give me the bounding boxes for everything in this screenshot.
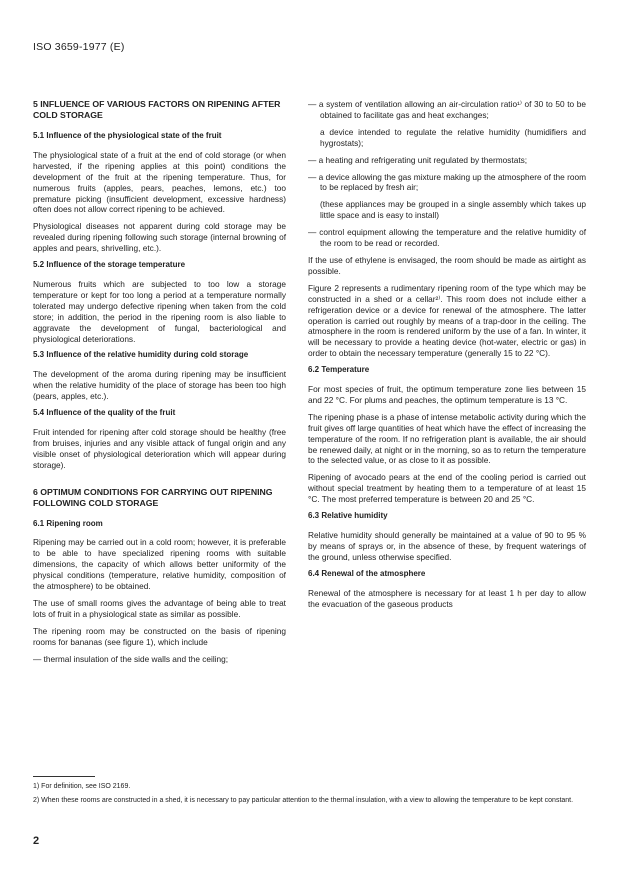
section-6-2-title: 6.2 Temperature bbox=[308, 365, 370, 375]
list-item-humidity-device: a device intended to regulate the relative humidity (humidifiers and hygrostats); bbox=[320, 126, 586, 148]
section-5-3-paragraph: The development of the aroma during ripening may be insufficient when the relative humidity of the place of storage has been too high (pears, apples, etc.). bbox=[33, 369, 286, 402]
list-item-heating-unit: — a heating and refrigerating unit regulated by thermostats; bbox=[308, 154, 528, 165]
list-item-air-replacement: — a device allowing the gas mixture making up the atmosphere of the room to be replaced by fresh air; bbox=[308, 171, 586, 193]
section-6-1-paragraph-3: The ripening room may be constructed on the basis of ripening rooms for bananas (see figure 1), which include bbox=[33, 625, 286, 647]
section-6-3-paragraph: Relative humidity should generally be maintained at a value of 90 to 95 % by means of sprays or, in the absence of these, by frequent waterings of the ground, unless otherwise specified. bbox=[308, 530, 586, 562]
section-5-2-paragraph: Numerous fruits which are subjected to too low a storage temperature or kept for too long a period at a temperature normally tolerated may undergo defective ripening when taken from the cold store; in addition, the period in the ripening room is also liable to aggravate the development of fungal, bacteriological and physiological deteriorations. bbox=[33, 278, 286, 344]
section-5-3-title: 5.3 Influence of the relative humidity during cold storage bbox=[33, 350, 249, 360]
ethylene-paragraph: If the use of ethylene is envisaged, the room should be made as airtight as possible. bbox=[308, 254, 586, 276]
figure-2-paragraph: Figure 2 represents a rudimentary ripening room of the type which may be constructed in a shed or a cellar²⁾. This room does not include either a refrigeration device or a device for renewal of the atmosphere. The latter operation is carried out roughly by means of a trap-door in the ceiling. The atmosphere in the room is rendered uniform by the use of a fan. In winter, it will be necessary to provide a heating device (hot-water, electric or gas) in order to obtain the necessary temperature (generally 15 to 22 °C). bbox=[308, 282, 586, 359]
left-column bbox=[33, 99, 286, 671]
section-6-1-paragraph-2: The use of small rooms gives the advantage of being able to treat lots of fruit in a physiological state as similar as possible. bbox=[33, 598, 286, 619]
footnote-rule bbox=[33, 776, 95, 777]
section-5-1-paragraph-1: The physiological state of a fruit at the end of cold storage (or when harvested, if the ripening applies at this point) conditions the development of the fruit at the ripening temperature. Thus, for numerous fruits (apples, pears, peaches, lemons, etc.) too premature picking (insufficient development, excessive hardness) often does not allow correct ripening to be achieved. bbox=[33, 149, 286, 215]
section-6-4-title: 6.4 Renewal of the atmosphere bbox=[308, 568, 426, 578]
section-6-4-paragraph: Renewal of the atmosphere is necessary for at least 1 h per day to allow the evacuation of the gaseous products bbox=[308, 587, 586, 609]
section-6-2-paragraph-2: The ripening phase is a phase of intense metabolic activity during which the fruit gives off large quantities of heat which have the effect of increasing the temperature of the room. If no refrigeration plant is available, the air should be renewed daily, at night or in the morning, so as to return the temperature to the selected value, or as close to it as possible. bbox=[308, 411, 586, 466]
footnote-2: 2) When these rooms are constructed in a shed, it is necessary to pay particular attention to the thermal insulation, with a view to allowing the temperature to be kept constant. bbox=[33, 797, 574, 804]
list-note-appliances: (these appliances may be grouped in a single assembly which takes up little space and is easy to install) bbox=[320, 199, 586, 221]
document-header: ISO 3659-1977 (E) bbox=[33, 41, 125, 53]
section-5-2-title: 5.2 Influence of the storage temperature bbox=[33, 260, 186, 270]
section-6-2-paragraph-3: Ripening of avocado pears at the end of the cooling period is carried out without special treatment by heating them to a temperature of at least 15 °C. The most preferred temperature is between 20 and 25 °C. bbox=[308, 472, 586, 505]
section-5-1-title: 5.1 Influence of the physiological state of the fruit bbox=[33, 131, 222, 140]
right-column bbox=[308, 99, 586, 615]
footnote-1: 1) For definition, see ISO 2169. bbox=[33, 783, 131, 790]
list-item-ventilation: — a system of ventilation allowing an air-circulation ratio¹⁾ of 30 to 50 to be obtained to facilitate gas and heat exchanges; bbox=[308, 99, 586, 120]
section-6-1-paragraph-1: Ripening may be carried out in a cold room; however, it is preferable to be able to have specialized ripening rooms with suitable dimensions, the capacity of which allows better uniformity of the physical conditions (temperature, relative humidity, composition of the atmosphere) to be obtained. bbox=[33, 537, 286, 592]
section-6-1-title: 6.1 Ripening room bbox=[33, 518, 103, 528]
section-5-title: 5 INFLUENCE OF VARIOUS FACTORS ON RIPENING AFTER COLD STORAGE bbox=[33, 99, 281, 120]
page-number: 2 bbox=[33, 835, 40, 847]
section-5-4-paragraph: Fruit intended for ripening after cold storage should be healthy (free from bruises, injuries and any visible attack of fungal origin and any visible onset of physiological deterioration which will appear during storage). bbox=[33, 426, 286, 470]
list-item-insulation: — thermal insulation of the side walls and the ceiling; bbox=[33, 653, 229, 664]
section-6-title: 6 OPTIMUM CONDITIONS FOR CARRYING OUT RIPENING FOLLOWING COLD STORAGE bbox=[33, 486, 273, 508]
section-5-1-paragraph-2: Physiological diseases not apparent during cold storage may be revealed during ripening following such storage (internal browning of apples and pears, shrivelling, etc.). bbox=[33, 221, 286, 254]
section-6-3-title: 6.3 Relative humidity bbox=[308, 511, 388, 521]
section-6-2-paragraph-1: For most species of fruit, the optimum temperature zone lies between 15 and 22 °C. For plums and peaches, the optimum temperature is 13 °C. bbox=[308, 384, 586, 405]
list-item-control-equipment: — control equipment allowing the temperature and the relative humidity of the room to be read or recorded. bbox=[308, 227, 586, 249]
section-5-4-title: 5.4 Influence of the quality of the fruit bbox=[33, 408, 176, 418]
